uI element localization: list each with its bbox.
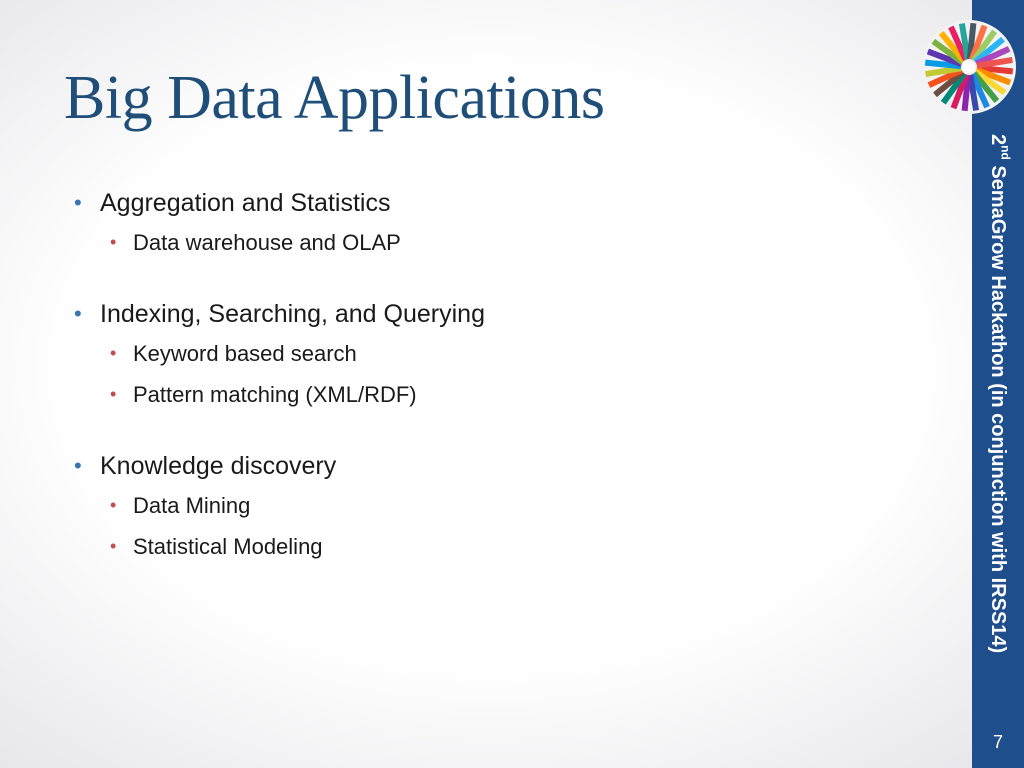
sub-bullet-item bbox=[72, 526, 932, 567]
page-number: 7 bbox=[992, 732, 1003, 752]
bullet-icon: • bbox=[110, 384, 117, 404]
bullet-group bbox=[72, 184, 932, 263]
sidebar-ordinal-number: 2 bbox=[987, 134, 1009, 146]
sub-bullet-text: Keyword based search bbox=[133, 341, 357, 366]
sub-bullet-text: Data Mining bbox=[133, 493, 251, 518]
sub-bullet-text: Statistical Modeling bbox=[133, 534, 323, 559]
sidebar-title-text: SemaGrow Hackathon (in conjunction with IRSS14) bbox=[987, 159, 1009, 654]
bullet-item bbox=[72, 184, 932, 222]
bullet-text: Aggregation and Statistics bbox=[100, 189, 391, 217]
sub-bullet-item bbox=[72, 485, 932, 526]
bullet-text: Knowledge discovery bbox=[100, 452, 337, 480]
bullet-group bbox=[72, 295, 932, 415]
sub-bullet-text: Pattern matching (XML/RDF) bbox=[133, 382, 417, 407]
sub-bullet-text: Data warehouse and OLAP bbox=[133, 230, 401, 255]
sidebar-ordinal-suffix: nd bbox=[998, 145, 1013, 160]
bullet-group bbox=[72, 447, 932, 567]
slide-title: Big Data Applications bbox=[64, 64, 605, 132]
bullet-item bbox=[72, 447, 932, 485]
sidebar-title bbox=[972, 134, 1024, 714]
bullet-icon: • bbox=[110, 232, 117, 252]
bullet-icon: • bbox=[74, 301, 82, 326]
sub-bullet-item bbox=[72, 374, 932, 415]
bullet-icon: • bbox=[110, 343, 117, 363]
bullet-icon: • bbox=[74, 453, 82, 478]
bullet-icon: • bbox=[110, 536, 117, 556]
bullet-item bbox=[72, 295, 932, 333]
sub-bullet-item bbox=[72, 333, 932, 374]
bullet-list bbox=[72, 184, 932, 599]
sub-bullet-item bbox=[72, 222, 932, 263]
bullet-icon: • bbox=[110, 495, 117, 515]
bullet-text: Indexing, Searching, and Querying bbox=[100, 300, 485, 328]
bullet-icon: • bbox=[74, 190, 82, 215]
semagrow-logo-icon bbox=[921, 19, 1017, 115]
